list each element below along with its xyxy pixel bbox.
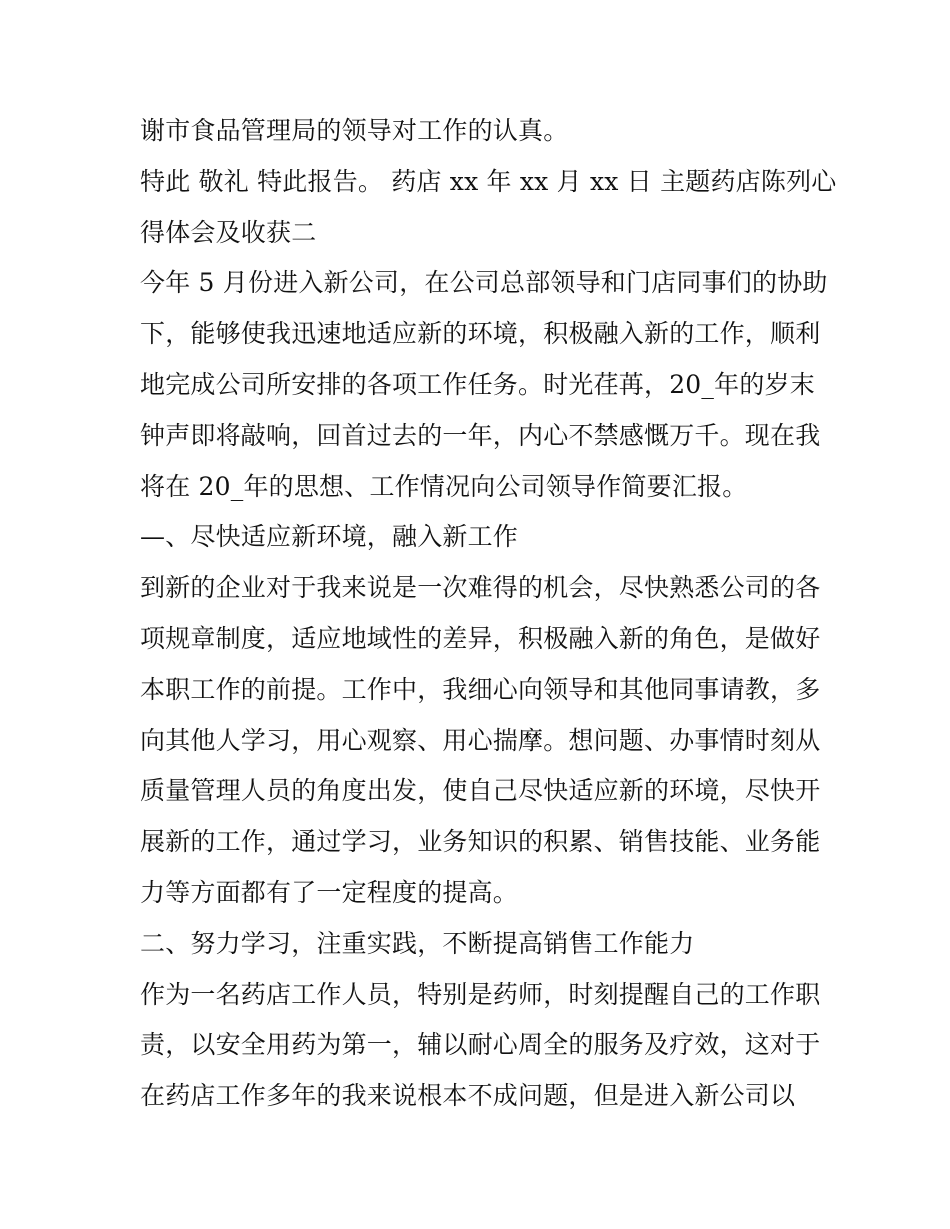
- text-line: 展新的工作，通过学习，业务知识的积累、销售技能、业务能: [140, 827, 821, 857]
- text-line: 地完成公司所安排的各项工作任务。时光荏苒，20_年的岁末: [140, 369, 815, 399]
- text-line: 项规章制度，适应地域性的差异，积极融入新的角色，是做好: [140, 623, 821, 653]
- text-line: 力等方面都有了一定程度的提高。: [140, 877, 519, 907]
- text-line: 到新的企业对于我来说是一次难得的机会，尽快熟悉公司的各: [140, 573, 821, 603]
- text-line: 作为一名药店工作人员，特别是药师，时刻提醒自己的工作职: [140, 979, 821, 1009]
- text-line: 今年 5 月份进入新公司，在公司总部领导和门店同事们的协助: [140, 268, 828, 298]
- text-line: 质量管理人员的角度出发，使自己尽快适应新的环境，尽快开: [140, 776, 821, 806]
- text-line: 将在 20_年的思想、工作情况向公司领导作简要汇报。: [140, 471, 748, 501]
- text-line: 下，能够使我迅速地适应新的环境，积极融入新的工作，顺利: [140, 319, 821, 349]
- section-heading: —、尽快适应新环境，融入新工作: [140, 522, 519, 552]
- text-line: 钟声即将敲响，回首过去的一年，内心不禁感慨万千。现在我: [140, 420, 821, 450]
- section-heading: 二、努力学习，注重实践，不断提高销售工作能力: [140, 928, 695, 958]
- text-line: 本职工作的前提。工作中，我细心向领导和其他同事请教，多: [140, 674, 821, 704]
- text-line: 谢市食品管理局的领导对工作的认真。: [140, 116, 569, 145]
- text-line: 责，以安全用药为第一，辅以耐心周全的服务及疗效，这对于: [140, 1030, 821, 1060]
- text-line: 在药店工作多年的我来说根本不成问题，但是进入新公司以: [140, 1081, 796, 1111]
- text-line: 得体会及收获二: [140, 217, 317, 247]
- text-line: 向其他人学习，用心观察、用心揣摩。想问题、办事情时刻从: [140, 725, 821, 755]
- text-line: 特此 敬礼 特此报告。 药店 xx 年 xx 月 xx 日 主题药店陈列心: [140, 166, 837, 196]
- document-body: [140, 106, 837, 1122]
